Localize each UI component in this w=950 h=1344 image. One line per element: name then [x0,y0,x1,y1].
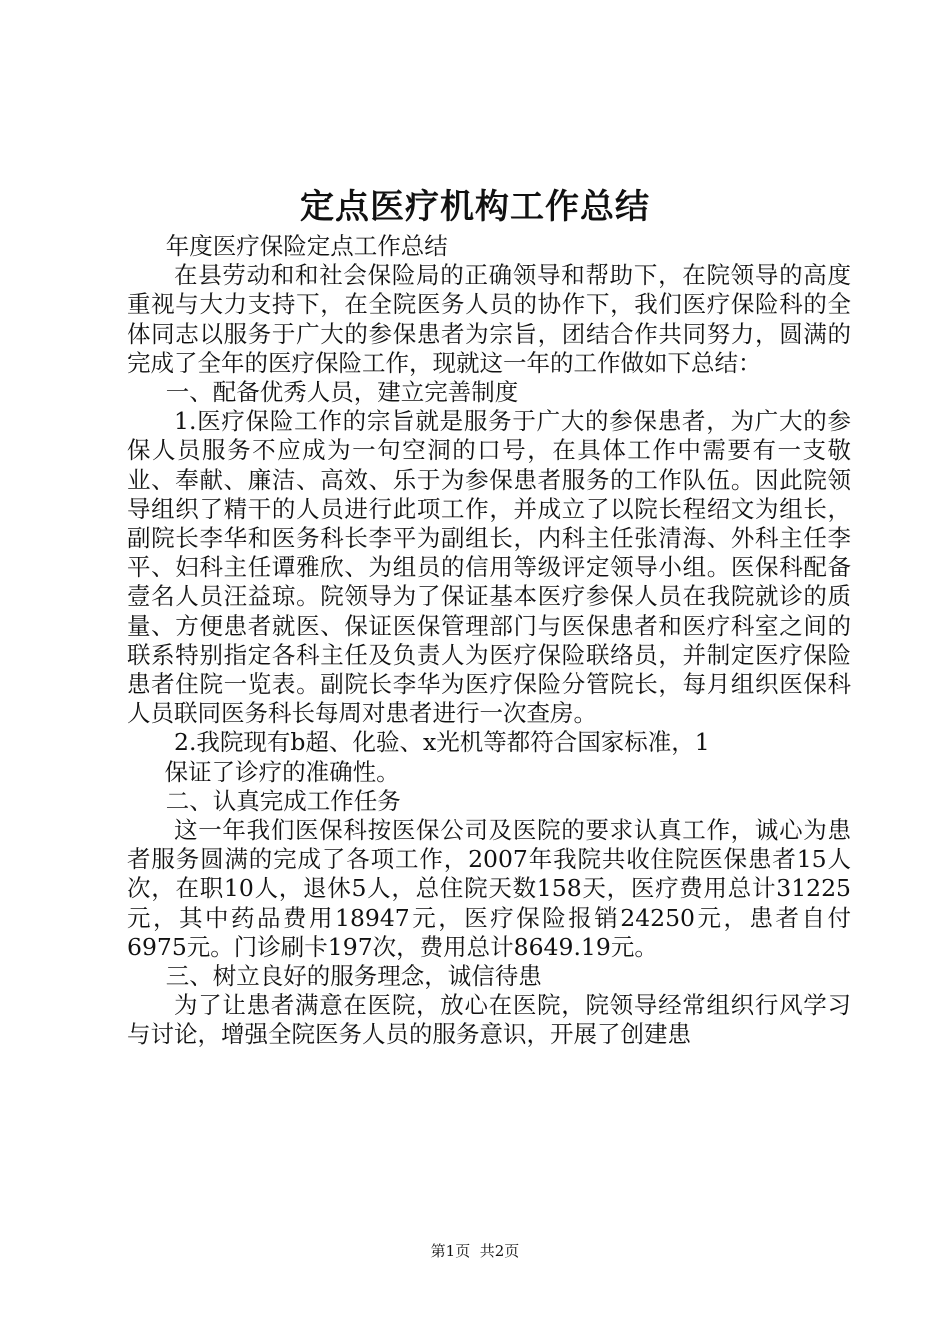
page-total: 共2页 [479,1242,520,1260]
paragraph-item-2: 2.我院现有b超、化验、x光机等都符合国家标准，1 [174,728,710,757]
document-body [127,232,851,1050]
paragraph-item-1: 1.医疗保险工作的宗旨就是服务于广大的参保患者，为广大的参保人员服务不应成为一句空洞的口号，在具体工作中需要有一支敬业、奉献、廉洁、高效、乐于为参保患者服务的工作队伍。因此院领导组织了精干的人员进行此项工作，并成立了以院长程绍文为组长，副院长李华和医务科长李平为副组长，内科主任张清海、外科主任李平、妇科主任谭雅欣、为组员的信用等级评定领导小组。医保科配备壹名人员汪益琼。院领导为了保证基本医疗参保人员在我院就诊的质量、方便患者就医、保证医保管理部门与医保患者和医疗科室之间的联系特别指定各科主任及负责人为医疗保险联络员，并制定医疗保险患者住院一览表。副院长李华为医疗保险分管院长，每月组织医保科人员联同医务科长每周对患者进行一次查房。 [127,407,851,728]
page-title: 定点医疗机构工作总结 [300,187,650,227]
document-subtitle: 年度医疗保险定点工作总结 [165,232,448,260]
section-heading-1: 一、配备优秀人员，建立完善制度 [165,378,519,407]
paragraph-statistics: 这一年我们医保科按医保公司及医院的要求认真工作，诚心为患者服务圆满的完成了各项工作，2007年我院共收住院医保患者15人次，在职10人，退休5人，总住院天数158天，医疗费用总计31225元，其中药品费用18947元，医疗保险报销24250元，患者自付6975元。门诊刷卡197次，费用总计8649.19元。 [127,816,851,961]
section-heading-2: 二、认真完成工作任务 [165,786,401,815]
intro-paragraph: 在县劳动和和社会保险局的正确领导和帮助下，在院领导的高度重视与大力支持下，在全院医务人员的协作下，我们医疗保险科的全体同志以服务于广大的参保患者为宗旨，团结合作共同努力，圆满的完成了全年的医疗保险工作，现就这一年的工作做如下总结： [127,261,851,377]
paragraph-service: 为了让患者满意在医院，放心在医院，院领导经常组织行风学习与讨论，增强全院医务人员的服务意识，开展了创建患 [127,991,851,1049]
paragraph-item-2-cont: 保证了诊疗的准确性。 [164,757,400,786]
section-heading-3: 三、树立良好的服务理念，诚信待患 [165,962,542,991]
page-footer [0,1241,950,1261]
page-number: 第1页 [430,1242,471,1260]
